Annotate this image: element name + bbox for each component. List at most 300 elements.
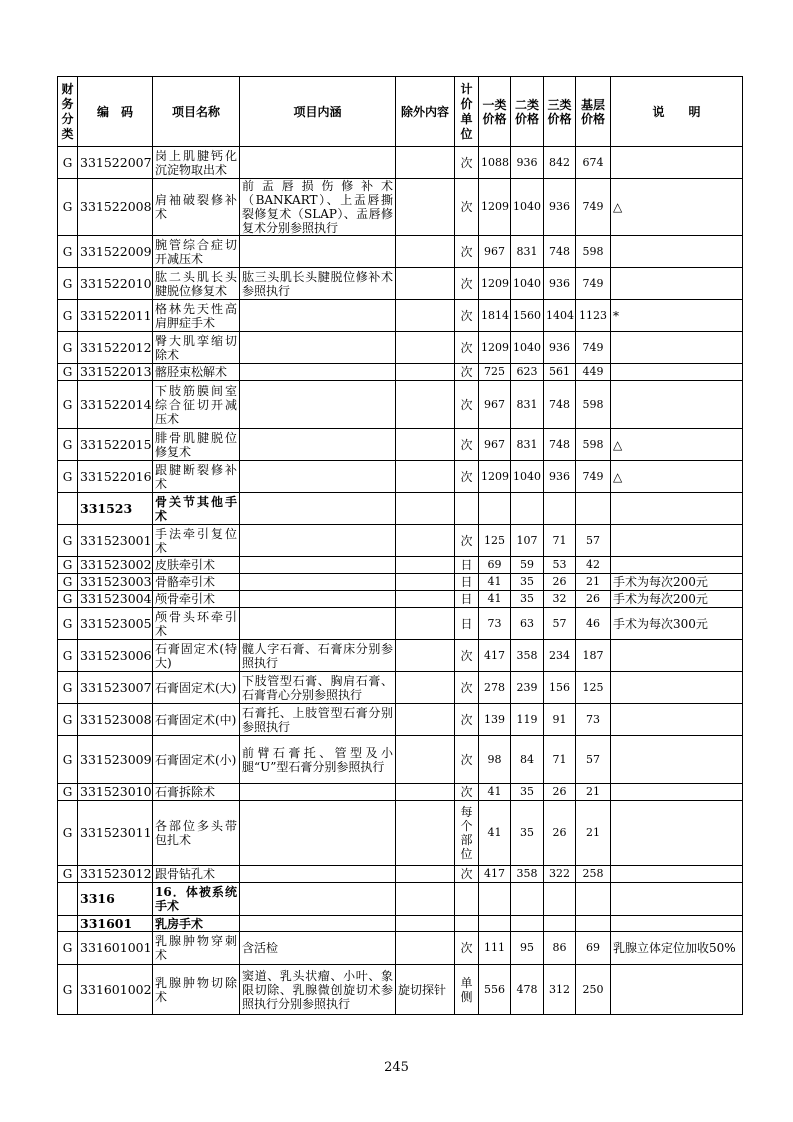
table-row <box>58 704 743 736</box>
cell-price-3: 748 <box>544 429 576 461</box>
cell-fin: G <box>58 704 78 736</box>
cell-excl <box>396 300 455 332</box>
header-row <box>58 77 743 147</box>
section-row <box>58 916 743 932</box>
cell-note <box>611 525 743 557</box>
cell-fin: G <box>58 147 78 179</box>
cell-content <box>240 916 396 932</box>
cell-price-3: 91 <box>544 704 576 736</box>
cell-price-3: 1404 <box>544 300 576 332</box>
cell-content: 石膏托、上肢管型石膏分别参照执行 <box>240 704 396 736</box>
cell-unit: 次 <box>455 736 479 784</box>
cell-name: 皮肤牵引术 <box>153 557 240 574</box>
cell-price-3: 71 <box>544 525 576 557</box>
cell-name: 骨关节其他手术 <box>153 493 240 525</box>
cell-excl <box>396 704 455 736</box>
cell-price-4: 57 <box>576 525 611 557</box>
cell-price-4: 250 <box>576 965 611 1015</box>
table-row <box>58 736 743 784</box>
cell-name: 石膏固定术(特大) <box>153 640 240 672</box>
cell-note <box>611 147 743 179</box>
cell-price-2: 119 <box>511 704 544 736</box>
header-note: 说 明 <box>611 77 743 147</box>
cell-note <box>611 704 743 736</box>
cell-fin: G <box>58 364 78 381</box>
header-p4: 基层价格 <box>576 77 611 147</box>
cell-note <box>611 672 743 704</box>
cell-name: 石膏固定术(大) <box>153 672 240 704</box>
cell-fin: G <box>58 461 78 493</box>
cell-price-3: 57 <box>544 608 576 640</box>
cell-name: 肩袖破裂修补术 <box>153 179 240 236</box>
cell-price-3: 936 <box>544 332 576 364</box>
cell-name: 颅骨头环牵引术 <box>153 608 240 640</box>
cell-name: 石膏拆除术 <box>153 784 240 801</box>
table-row <box>58 640 743 672</box>
cell-price-4 <box>576 916 611 932</box>
cell-note <box>611 236 743 268</box>
cell-note <box>611 866 743 883</box>
cell-price-1: 41 <box>479 784 511 801</box>
page-number: 245 <box>384 1060 409 1075</box>
cell-price-2: 1560 <box>511 300 544 332</box>
cell-price-4: 674 <box>576 147 611 179</box>
cell-excl <box>396 332 455 364</box>
table-row <box>58 574 743 591</box>
cell-code: 331523005 <box>78 608 153 640</box>
cell-note <box>611 916 743 932</box>
cell-price-4: 598 <box>576 381 611 429</box>
cell-content <box>240 429 396 461</box>
table-row <box>58 236 743 268</box>
table-row <box>58 932 743 965</box>
table-row <box>58 866 743 883</box>
header-p3: 三类价格 <box>544 77 576 147</box>
cell-price-1: 41 <box>479 801 511 866</box>
cell-fin: G <box>58 591 78 608</box>
cell-fin: G <box>58 268 78 300</box>
cell-code: 331522014 <box>78 381 153 429</box>
cell-excl <box>396 784 455 801</box>
cell-price-3: 53 <box>544 557 576 574</box>
cell-fin <box>58 883 78 916</box>
cell-price-1: 967 <box>479 429 511 461</box>
cell-content <box>240 332 396 364</box>
cell-content <box>240 300 396 332</box>
cell-note: 手术为每次300元 <box>611 608 743 640</box>
cell-name: 颅骨牵引术 <box>153 591 240 608</box>
cell-content <box>240 591 396 608</box>
cell-code: 331523006 <box>78 640 153 672</box>
cell-excl <box>396 608 455 640</box>
header-excl: 除外内容 <box>396 77 455 147</box>
cell-price-1: 1209 <box>479 268 511 300</box>
cell-excl <box>396 557 455 574</box>
cell-name: 石膏固定术(小) <box>153 736 240 784</box>
cell-unit: 次 <box>455 672 479 704</box>
cell-unit: 日 <box>455 608 479 640</box>
cell-code: 331522010 <box>78 268 153 300</box>
cell-note <box>611 640 743 672</box>
cell-price-2 <box>511 883 544 916</box>
cell-price-1 <box>479 493 511 525</box>
cell-excl <box>396 364 455 381</box>
cell-content: 前臂石膏托、管型及小腿“U”型石膏分别参照执行 <box>240 736 396 784</box>
cell-content <box>240 381 396 429</box>
cell-price-2: 936 <box>511 147 544 179</box>
cell-price-3: 312 <box>544 965 576 1015</box>
cell-unit: 每个部位 <box>455 801 479 866</box>
cell-name: 乳腺肿物切除术 <box>153 965 240 1015</box>
cell-price-4: 1123 <box>576 300 611 332</box>
cell-unit: 日 <box>455 591 479 608</box>
cell-price-1: 1209 <box>479 332 511 364</box>
cell-code: 331522011 <box>78 300 153 332</box>
cell-note: 手术为每次200元 <box>611 574 743 591</box>
cell-fin: G <box>58 300 78 332</box>
cell-fin: G <box>58 736 78 784</box>
cell-price-4: 69 <box>576 932 611 965</box>
cell-price-3 <box>544 883 576 916</box>
table-row <box>58 461 743 493</box>
cell-code: 331523003 <box>78 574 153 591</box>
cell-price-1: 125 <box>479 525 511 557</box>
cell-price-4: 598 <box>576 429 611 461</box>
cell-price-1 <box>479 883 511 916</box>
cell-price-2: 358 <box>511 640 544 672</box>
cell-price-1: 1209 <box>479 461 511 493</box>
cell-code: 331523004 <box>78 591 153 608</box>
cell-excl <box>396 916 455 932</box>
cell-code: 331522008 <box>78 179 153 236</box>
cell-content: 肱三头肌长头腱脱位修补术参照执行 <box>240 268 396 300</box>
cell-unit: 次 <box>455 147 479 179</box>
cell-price-2: 831 <box>511 429 544 461</box>
cell-price-2: 1040 <box>511 179 544 236</box>
table-row <box>58 801 743 866</box>
cell-price-1: 556 <box>479 965 511 1015</box>
cell-price-3: 936 <box>544 268 576 300</box>
cell-unit: 次 <box>455 300 479 332</box>
cell-price-3: 842 <box>544 147 576 179</box>
cell-excl <box>396 640 455 672</box>
cell-price-4 <box>576 493 611 525</box>
cell-code: 3316 <box>78 883 153 916</box>
cell-excl: 旋切探针 <box>396 965 455 1015</box>
cell-price-4: 21 <box>576 801 611 866</box>
cell-fin: G <box>58 381 78 429</box>
cell-price-1: 98 <box>479 736 511 784</box>
cell-price-3: 561 <box>544 364 576 381</box>
cell-content: 前盂唇损伤修补术（BANKART）、上盂唇撕裂修复术（SLAP）、盂唇修复术分别参照执行 <box>240 179 396 236</box>
cell-fin: G <box>58 525 78 557</box>
cell-code: 331523009 <box>78 736 153 784</box>
cell-name: 腕管综合症切开减压术 <box>153 236 240 268</box>
cell-content <box>240 461 396 493</box>
cell-price-2: 84 <box>511 736 544 784</box>
cell-price-2: 358 <box>511 866 544 883</box>
cell-price-4: 57 <box>576 736 611 784</box>
cell-note: 乳腺立体定位加收50% <box>611 932 743 965</box>
cell-name: 手法牵引复位术 <box>153 525 240 557</box>
cell-content <box>240 364 396 381</box>
header-content: 项目内涵 <box>240 77 396 147</box>
cell-name: 格林先天性高肩胛症手术 <box>153 300 240 332</box>
cell-excl <box>396 179 455 236</box>
cell-price-3: 32 <box>544 591 576 608</box>
cell-fin <box>58 493 78 525</box>
cell-fin: G <box>58 932 78 965</box>
cell-price-2 <box>511 916 544 932</box>
cell-unit: 日 <box>455 574 479 591</box>
cell-price-3: 322 <box>544 866 576 883</box>
cell-code: 331601 <box>78 916 153 932</box>
cell-price-2: 95 <box>511 932 544 965</box>
cell-price-3: 26 <box>544 574 576 591</box>
table-row <box>58 591 743 608</box>
cell-content: 含活检 <box>240 932 396 965</box>
cell-price-3: 71 <box>544 736 576 784</box>
cell-price-3: 748 <box>544 236 576 268</box>
cell-unit: 次 <box>455 932 479 965</box>
cell-price-2: 831 <box>511 381 544 429</box>
cell-unit: 次 <box>455 268 479 300</box>
cell-unit: 次 <box>455 429 479 461</box>
table-row <box>58 381 743 429</box>
cell-price-1: 725 <box>479 364 511 381</box>
cell-excl <box>396 801 455 866</box>
section-row <box>58 883 743 916</box>
table-row <box>58 965 743 1015</box>
cell-price-1: 417 <box>479 640 511 672</box>
cell-unit: 次 <box>455 640 479 672</box>
cell-note <box>611 801 743 866</box>
cell-unit: 次 <box>455 332 479 364</box>
cell-name: 臀大肌挛缩切除术 <box>153 332 240 364</box>
table-row <box>58 147 743 179</box>
cell-name: 腓骨肌腱脱位修复术 <box>153 429 240 461</box>
header-code: 编 码 <box>78 77 153 147</box>
cell-price-3: 748 <box>544 381 576 429</box>
cell-name: 16．体被系统手术 <box>153 883 240 916</box>
cell-code: 331601002 <box>78 965 153 1015</box>
cell-note: * <box>611 300 743 332</box>
cell-price-3: 26 <box>544 801 576 866</box>
cell-price-3: 26 <box>544 784 576 801</box>
cell-price-1 <box>479 916 511 932</box>
cell-content <box>240 608 396 640</box>
cell-price-4: 749 <box>576 332 611 364</box>
cell-unit: 日 <box>455 557 479 574</box>
cell-name: 跟骨钻孔术 <box>153 866 240 883</box>
cell-excl <box>396 268 455 300</box>
cell-note <box>611 736 743 784</box>
cell-excl <box>396 461 455 493</box>
table-row <box>58 268 743 300</box>
price-table <box>57 76 743 1015</box>
cell-price-1: 967 <box>479 381 511 429</box>
cell-price-1: 278 <box>479 672 511 704</box>
cell-note: △ <box>611 429 743 461</box>
cell-price-1: 41 <box>479 574 511 591</box>
cell-price-1: 139 <box>479 704 511 736</box>
header-p2: 二类价格 <box>511 77 544 147</box>
cell-note <box>611 557 743 574</box>
cell-code: 331522007 <box>78 147 153 179</box>
cell-price-3: 86 <box>544 932 576 965</box>
cell-unit: 次 <box>455 381 479 429</box>
cell-name: 乳腺肿物穿刺术 <box>153 932 240 965</box>
cell-content <box>240 493 396 525</box>
table-row <box>58 557 743 574</box>
table-row <box>58 784 743 801</box>
cell-price-2: 1040 <box>511 268 544 300</box>
section-row <box>58 493 743 525</box>
cell-price-2: 35 <box>511 574 544 591</box>
cell-excl <box>396 883 455 916</box>
cell-unit <box>455 883 479 916</box>
table-row <box>58 525 743 557</box>
cell-price-4: 749 <box>576 268 611 300</box>
cell-excl <box>396 672 455 704</box>
cell-price-2: 35 <box>511 801 544 866</box>
cell-content: 窦道、乳头状瘤、小叶、象限切除、乳腺微创旋切术参照执行分别参照执行 <box>240 965 396 1015</box>
cell-content: 下肢管型石膏、胸肩石膏、石膏背心分别参照执行 <box>240 672 396 704</box>
cell-unit <box>455 916 479 932</box>
cell-note <box>611 332 743 364</box>
cell-excl <box>396 574 455 591</box>
cell-note <box>611 381 743 429</box>
cell-code: 331523012 <box>78 866 153 883</box>
cell-price-1: 41 <box>479 591 511 608</box>
cell-fin: G <box>58 179 78 236</box>
cell-excl <box>396 932 455 965</box>
cell-name: 岗上肌腱钙化沉淀物取出术 <box>153 147 240 179</box>
cell-unit: 次 <box>455 236 479 268</box>
cell-note: △ <box>611 461 743 493</box>
cell-price-2: 35 <box>511 784 544 801</box>
cell-price-4: 187 <box>576 640 611 672</box>
header-p1: 一类价格 <box>479 77 511 147</box>
cell-name: 肱二头肌长头腱脱位修复术 <box>153 268 240 300</box>
cell-excl <box>396 381 455 429</box>
cell-price-4: 749 <box>576 179 611 236</box>
cell-note: 手术为每次200元 <box>611 591 743 608</box>
table-row <box>58 332 743 364</box>
cell-price-4: 42 <box>576 557 611 574</box>
table-row <box>58 672 743 704</box>
cell-code: 331522015 <box>78 429 153 461</box>
cell-excl <box>396 236 455 268</box>
cell-price-4 <box>576 883 611 916</box>
cell-content <box>240 236 396 268</box>
table-row <box>58 608 743 640</box>
cell-code: 331523010 <box>78 784 153 801</box>
table-row <box>58 300 743 332</box>
cell-unit: 次 <box>455 525 479 557</box>
cell-unit <box>455 493 479 525</box>
cell-excl <box>396 493 455 525</box>
cell-content: 髋人字石膏、石膏床分别参照执行 <box>240 640 396 672</box>
cell-fin <box>58 916 78 932</box>
table-row <box>58 429 743 461</box>
cell-price-4: 598 <box>576 236 611 268</box>
cell-code: 331523008 <box>78 704 153 736</box>
cell-excl <box>396 736 455 784</box>
cell-excl <box>396 147 455 179</box>
cell-price-4: 125 <box>576 672 611 704</box>
table-row <box>58 179 743 236</box>
cell-price-2: 59 <box>511 557 544 574</box>
cell-price-3: 234 <box>544 640 576 672</box>
cell-fin: G <box>58 608 78 640</box>
cell-unit: 次 <box>455 179 479 236</box>
cell-price-4: 21 <box>576 784 611 801</box>
cell-unit: 单侧 <box>455 965 479 1015</box>
cell-fin: G <box>58 236 78 268</box>
cell-excl <box>396 429 455 461</box>
cell-price-3 <box>544 916 576 932</box>
cell-unit: 次 <box>455 866 479 883</box>
cell-price-1: 967 <box>479 236 511 268</box>
cell-price-1: 111 <box>479 932 511 965</box>
cell-price-4: 258 <box>576 866 611 883</box>
cell-price-1: 69 <box>479 557 511 574</box>
cell-name: 乳房手术 <box>153 916 240 932</box>
cell-note <box>611 883 743 916</box>
cell-code: 331523007 <box>78 672 153 704</box>
cell-content <box>240 147 396 179</box>
cell-name: 下肢筋膜间室综合征切开减压术 <box>153 381 240 429</box>
cell-code: 331522016 <box>78 461 153 493</box>
cell-note <box>611 493 743 525</box>
cell-price-2 <box>511 493 544 525</box>
cell-price-2: 831 <box>511 236 544 268</box>
cell-code: 331523011 <box>78 801 153 866</box>
cell-code: 331522012 <box>78 332 153 364</box>
cell-fin: G <box>58 640 78 672</box>
cell-content <box>240 866 396 883</box>
cell-fin: G <box>58 429 78 461</box>
cell-price-1: 73 <box>479 608 511 640</box>
cell-price-2: 1040 <box>511 332 544 364</box>
cell-price-1: 1209 <box>479 179 511 236</box>
cell-price-4: 26 <box>576 591 611 608</box>
table-row <box>58 364 743 381</box>
cell-price-4: 21 <box>576 574 611 591</box>
cell-fin: G <box>58 801 78 866</box>
cell-price-1: 1088 <box>479 147 511 179</box>
cell-price-2: 478 <box>511 965 544 1015</box>
cell-code: 331523001 <box>78 525 153 557</box>
cell-price-4: 73 <box>576 704 611 736</box>
cell-code: 331523002 <box>78 557 153 574</box>
cell-unit: 次 <box>455 461 479 493</box>
cell-fin: G <box>58 866 78 883</box>
cell-price-4: 46 <box>576 608 611 640</box>
cell-code: 331601001 <box>78 932 153 965</box>
cell-excl <box>396 591 455 608</box>
cell-excl <box>396 866 455 883</box>
cell-price-3: 936 <box>544 179 576 236</box>
cell-content <box>240 784 396 801</box>
cell-unit: 次 <box>455 704 479 736</box>
cell-code: 331523 <box>78 493 153 525</box>
cell-content <box>240 557 396 574</box>
cell-price-1: 417 <box>479 866 511 883</box>
cell-note <box>611 965 743 1015</box>
cell-price-3: 156 <box>544 672 576 704</box>
